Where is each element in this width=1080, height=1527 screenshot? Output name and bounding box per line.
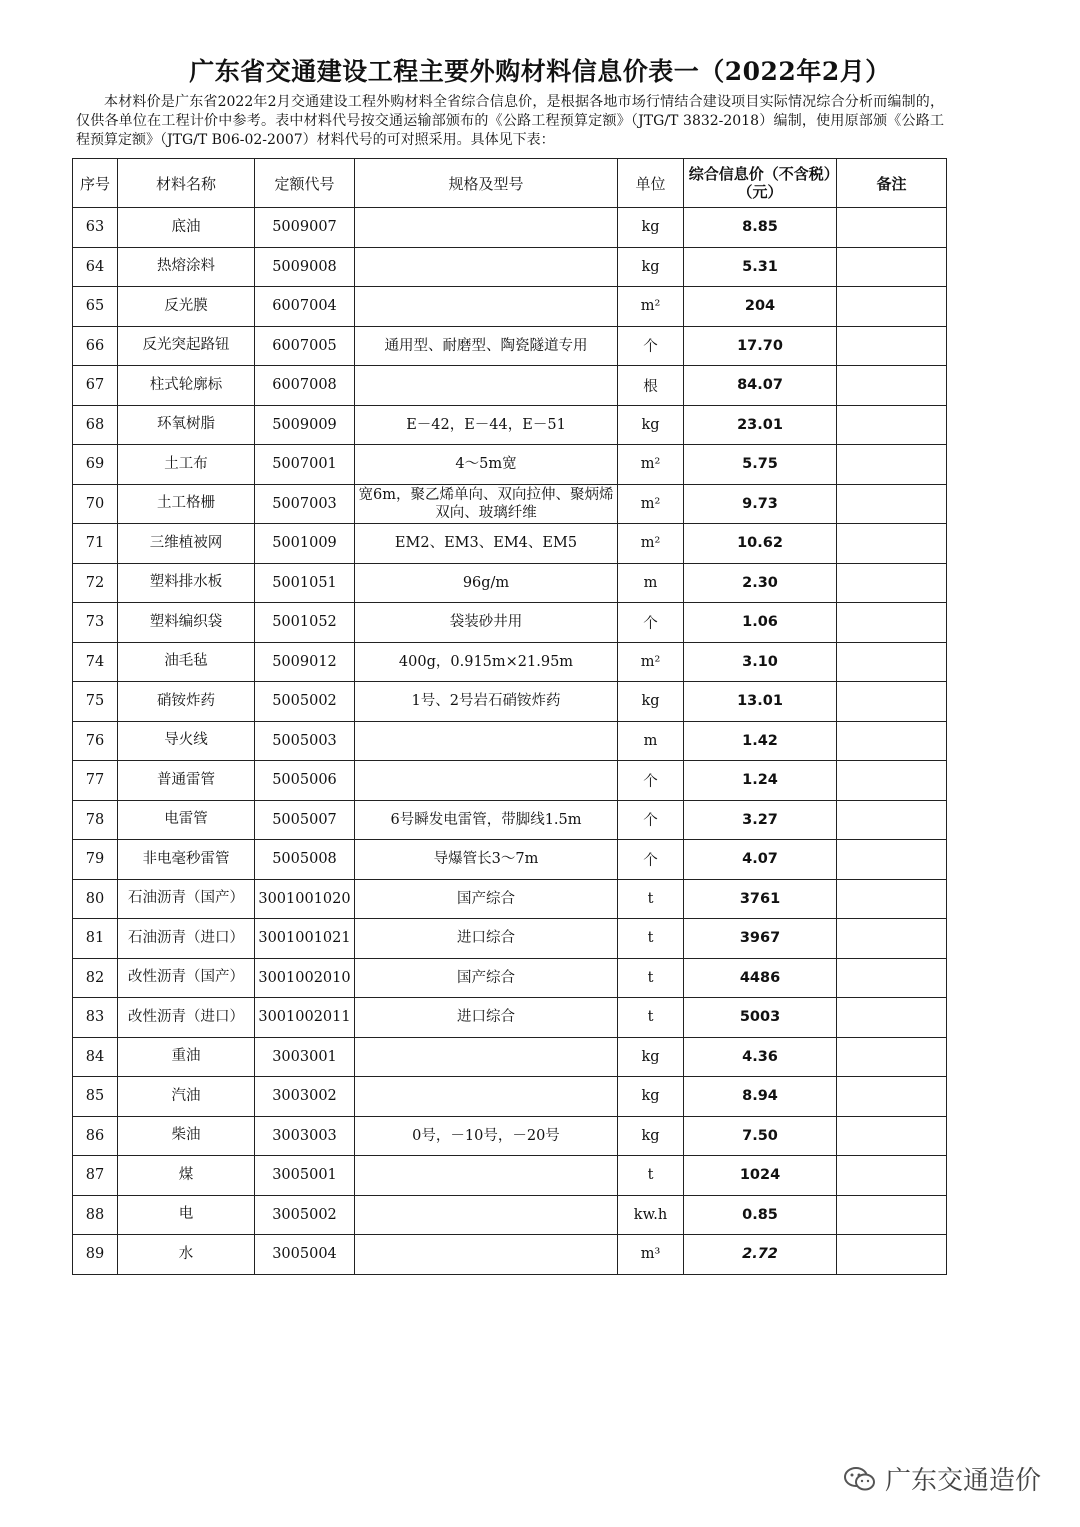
cell-note: [837, 366, 947, 406]
cell-name: 塑料排水板: [118, 563, 255, 603]
cell-price: 8.85: [684, 208, 837, 248]
cell-spec: 国产综合: [355, 958, 618, 998]
cell-spec: [355, 1195, 618, 1235]
cell-no: 86: [73, 1116, 118, 1156]
header-price: 综合信息价（不含税）（元）: [684, 159, 837, 208]
cell-spec: [355, 1077, 618, 1117]
cell-note: [837, 1156, 947, 1196]
cell-spec: 96g/m: [355, 563, 618, 603]
cell-note: [837, 1195, 947, 1235]
header-code: 定额代号: [255, 159, 355, 208]
cell-no: 70: [73, 484, 118, 524]
cell-note: [837, 326, 947, 366]
cell-code: 3001001020: [255, 879, 355, 919]
table-row: [73, 524, 947, 564]
cell-unit: t: [618, 998, 684, 1038]
cell-note: [837, 405, 947, 445]
cell-unit: kw.h: [618, 1195, 684, 1235]
cell-price: 5003: [684, 998, 837, 1038]
table-row: [73, 247, 947, 287]
cell-name: 油毛毡: [118, 642, 255, 682]
table-row: [73, 1195, 947, 1235]
cell-code: 5009009: [255, 405, 355, 445]
watermark: [843, 1460, 1041, 1497]
cell-note: [837, 603, 947, 643]
cell-price: 10.62: [684, 524, 837, 564]
table-row: [73, 800, 947, 840]
cell-no: 72: [73, 563, 118, 603]
cell-code: 3003003: [255, 1116, 355, 1156]
cell-code: 3003002: [255, 1077, 355, 1117]
cell-price: 13.01: [684, 682, 837, 722]
cell-code: 3001001021: [255, 919, 355, 959]
cell-price: 1024: [684, 1156, 837, 1196]
cell-name: 石油沥青（国产）: [118, 879, 255, 919]
table-row: [73, 721, 947, 761]
header-row: [73, 159, 947, 208]
cell-code: 5001052: [255, 603, 355, 643]
cell-name: 反光膜: [118, 287, 255, 327]
cell-unit: m²: [618, 484, 684, 524]
cell-unit: t: [618, 919, 684, 959]
cell-spec: 国产综合: [355, 879, 618, 919]
cell-note: [837, 1077, 947, 1117]
cell-price: 1.06: [684, 603, 837, 643]
cell-unit: kg: [618, 405, 684, 445]
cell-price: 23.01: [684, 405, 837, 445]
cell-name: 热熔涂料: [118, 247, 255, 287]
cell-code: 6007008: [255, 366, 355, 406]
table-row: [73, 484, 947, 524]
cell-unit: kg: [618, 682, 684, 722]
intro-paragraph: 本材料价是广东省2022年2月交通建设工程外购材料全省综合信息价，是根据各地市场行情结合建设项目实际情况综合分析而编制的，仅供各单位在工程计价中参考。表中材料代号按交通运输部颁布的《公路工程预算定额》（JTG/T 3832-2018）编制，使用原部颁《公路工程预算定额》（JTG/T B06-02-2007）材料代号的可对照采用。具体见下表：: [76, 94, 944, 148]
cell-name: 底油: [118, 208, 255, 248]
cell-spec: 袋装砂井用: [355, 603, 618, 643]
cell-no: 67: [73, 366, 118, 406]
cell-price: 9.73: [684, 484, 837, 524]
cell-no: 82: [73, 958, 118, 998]
table-row: [73, 761, 947, 801]
cell-note: [837, 800, 947, 840]
table-row: [73, 287, 947, 327]
table-row: [73, 1235, 947, 1275]
cell-price: 2.72: [684, 1235, 837, 1275]
cell-code: 5007001: [255, 445, 355, 485]
cell-spec: [355, 287, 618, 327]
cell-code: 5009012: [255, 642, 355, 682]
cell-name: 水: [118, 1235, 255, 1275]
cell-no: 88: [73, 1195, 118, 1235]
cell-spec: [355, 1037, 618, 1077]
cell-name: 反光突起路钮: [118, 326, 255, 366]
cell-code: 5005003: [255, 721, 355, 761]
cell-no: 68: [73, 405, 118, 445]
cell-spec: [355, 1156, 618, 1196]
cell-no: 85: [73, 1077, 118, 1117]
cell-note: [837, 247, 947, 287]
cell-no: 66: [73, 326, 118, 366]
cell-spec: [355, 208, 618, 248]
cell-code: 3005001: [255, 1156, 355, 1196]
cell-unit: m²: [618, 287, 684, 327]
cell-note: [837, 1037, 947, 1077]
cell-unit: m: [618, 563, 684, 603]
cell-name: 非电毫秒雷管: [118, 840, 255, 880]
cell-unit: m²: [618, 445, 684, 485]
cell-note: [837, 879, 947, 919]
cell-price: 8.94: [684, 1077, 837, 1117]
cell-spec: 导爆管长3～7m: [355, 840, 618, 880]
page-title: 广东省交通建设工程主要外购材料信息价表一（2022年2月）: [189, 57, 891, 86]
cell-no: 80: [73, 879, 118, 919]
cell-unit: 个: [618, 800, 684, 840]
cell-unit: m: [618, 721, 684, 761]
cell-name: 普通雷管: [118, 761, 255, 801]
cell-name: 柱式轮廓标: [118, 366, 255, 406]
cell-no: 79: [73, 840, 118, 880]
cell-code: 5005008: [255, 840, 355, 880]
cell-name: 改性沥青（国产）: [118, 958, 255, 998]
cell-name: 改性沥青（进口）: [118, 998, 255, 1038]
cell-spec: 进口综合: [355, 919, 618, 959]
cell-spec: 400g，0.915m×21.95m: [355, 642, 618, 682]
cell-no: 73: [73, 603, 118, 643]
cell-spec: 6号瞬发电雷管，带脚线1.5m: [355, 800, 618, 840]
watermark-text: 广东交通造价: [885, 1466, 1042, 1496]
cell-no: 71: [73, 524, 118, 564]
wechat-icon: [843, 1466, 877, 1492]
cell-code: 3005002: [255, 1195, 355, 1235]
cell-name: 重油: [118, 1037, 255, 1077]
cell-price: 4486: [684, 958, 837, 998]
cell-spec: EM2、EM3、EM4、EM5: [355, 524, 618, 564]
cell-unit: kg: [618, 208, 684, 248]
cell-price: 204: [684, 287, 837, 327]
table-row: [73, 445, 947, 485]
cell-no: 84: [73, 1037, 118, 1077]
header-no: 序号: [73, 159, 118, 208]
cell-name: 硝铵炸药: [118, 682, 255, 722]
cell-price: 4.36: [684, 1037, 837, 1077]
cell-code: 6007005: [255, 326, 355, 366]
cell-note: [837, 998, 947, 1038]
cell-code: 3001002011: [255, 998, 355, 1038]
cell-unit: 个: [618, 840, 684, 880]
cell-unit: kg: [618, 247, 684, 287]
cell-no: 69: [73, 445, 118, 485]
cell-price: 1.24: [684, 761, 837, 801]
cell-unit: m³: [618, 1235, 684, 1275]
cell-spec: [355, 721, 618, 761]
cell-unit: m²: [618, 524, 684, 564]
cell-no: 74: [73, 642, 118, 682]
cell-code: 5009008: [255, 247, 355, 287]
cell-note: [837, 958, 947, 998]
cell-no: 65: [73, 287, 118, 327]
cell-name: 导火线: [118, 721, 255, 761]
table-row: [73, 326, 947, 366]
cell-name: 柴油: [118, 1116, 255, 1156]
cell-note: [837, 642, 947, 682]
cell-code: 3003001: [255, 1037, 355, 1077]
cell-spec: [355, 1235, 618, 1275]
cell-note: [837, 208, 947, 248]
cell-spec: E－42，E－44，E－51: [355, 405, 618, 445]
table-row: [73, 840, 947, 880]
cell-note: [837, 1116, 947, 1156]
cell-name: 电: [118, 1195, 255, 1235]
cell-no: 77: [73, 761, 118, 801]
cell-spec: 1号、2号岩石硝铵炸药: [355, 682, 618, 722]
cell-spec: [355, 366, 618, 406]
cell-price: 17.70: [684, 326, 837, 366]
table-row: [73, 958, 947, 998]
table-row: [73, 998, 947, 1038]
cell-price: 4.07: [684, 840, 837, 880]
cell-spec: [355, 247, 618, 287]
cell-price: 3761: [684, 879, 837, 919]
cell-code: 5005006: [255, 761, 355, 801]
cell-name: 汽油: [118, 1077, 255, 1117]
cell-note: [837, 1235, 947, 1275]
cell-note: [837, 761, 947, 801]
cell-code: 5005002: [255, 682, 355, 722]
cell-code: 3005004: [255, 1235, 355, 1275]
table-row: [73, 208, 947, 248]
cell-spec: [355, 761, 618, 801]
cell-no: 64: [73, 247, 118, 287]
cell-no: 89: [73, 1235, 118, 1275]
cell-name: 电雷管: [118, 800, 255, 840]
cell-name: 石油沥青（进口）: [118, 919, 255, 959]
table-row: [73, 682, 947, 722]
table-row: [73, 366, 947, 406]
cell-no: 75: [73, 682, 118, 722]
cell-code: 6007004: [255, 287, 355, 327]
cell-spec: 进口综合: [355, 998, 618, 1038]
header-name: 材料名称: [118, 159, 255, 208]
cell-unit: kg: [618, 1116, 684, 1156]
cell-price: 5.31: [684, 247, 837, 287]
table-row: [73, 1077, 947, 1117]
table-row: [73, 563, 947, 603]
cell-code: 5009007: [255, 208, 355, 248]
cell-note: [837, 287, 947, 327]
cell-code: 3001002010: [255, 958, 355, 998]
cell-no: 78: [73, 800, 118, 840]
cell-note: [837, 484, 947, 524]
cell-unit: 个: [618, 326, 684, 366]
table-row: [73, 1156, 947, 1196]
cell-name: 土工布: [118, 445, 255, 485]
cell-note: [837, 524, 947, 564]
cell-note: [837, 721, 947, 761]
cell-name: 三维植被网: [118, 524, 255, 564]
cell-price: 84.07: [684, 366, 837, 406]
cell-note: [837, 682, 947, 722]
cell-note: [837, 563, 947, 603]
cell-unit: t: [618, 1156, 684, 1196]
cell-price: 5.75: [684, 445, 837, 485]
table-row: [73, 879, 947, 919]
cell-unit: kg: [618, 1077, 684, 1117]
header-spec: 规格及型号: [355, 159, 618, 208]
cell-no: 87: [73, 1156, 118, 1196]
cell-price: 3.10: [684, 642, 837, 682]
cell-price: 2.30: [684, 563, 837, 603]
cell-note: [837, 840, 947, 880]
cell-unit: t: [618, 958, 684, 998]
cell-unit: 根: [618, 366, 684, 406]
cell-spec: 宽6m，聚乙烯单向、双向拉伸、聚炳烯双向、玻璃纤维: [355, 484, 618, 524]
cell-no: 76: [73, 721, 118, 761]
table-row: [73, 919, 947, 959]
cell-spec: 通用型、耐磨型、陶瓷隧道专用: [355, 326, 618, 366]
cell-note: [837, 919, 947, 959]
cell-unit: kg: [618, 1037, 684, 1077]
cell-code: 5001051: [255, 563, 355, 603]
cell-spec: 4～5m宽: [355, 445, 618, 485]
cell-spec: 0号，－10号，－20号: [355, 1116, 618, 1156]
header-unit: 单位: [618, 159, 684, 208]
cell-price: 7.50: [684, 1116, 837, 1156]
price-table: [72, 158, 947, 1275]
cell-name: 环氧树脂: [118, 405, 255, 445]
cell-unit: t: [618, 879, 684, 919]
cell-no: 81: [73, 919, 118, 959]
cell-price: 3.27: [684, 800, 837, 840]
table-row: [73, 1037, 947, 1077]
cell-note: [837, 445, 947, 485]
cell-no: 63: [73, 208, 118, 248]
table-row: [73, 1116, 947, 1156]
cell-unit: 个: [618, 761, 684, 801]
header-note: 备注: [837, 159, 947, 208]
cell-unit: 个: [618, 603, 684, 643]
table-row: [73, 603, 947, 643]
cell-code: 5001009: [255, 524, 355, 564]
cell-name: 塑料编织袋: [118, 603, 255, 643]
table-row: [73, 405, 947, 445]
cell-price: 1.42: [684, 721, 837, 761]
cell-name: 土工格栅: [118, 484, 255, 524]
cell-unit: m²: [618, 642, 684, 682]
table-row: [73, 642, 947, 682]
cell-code: 5005007: [255, 800, 355, 840]
cell-price: 0.85: [684, 1195, 837, 1235]
cell-price: 3967: [684, 919, 837, 959]
cell-name: 煤: [118, 1156, 255, 1196]
cell-no: 83: [73, 998, 118, 1038]
cell-code: 5007003: [255, 484, 355, 524]
